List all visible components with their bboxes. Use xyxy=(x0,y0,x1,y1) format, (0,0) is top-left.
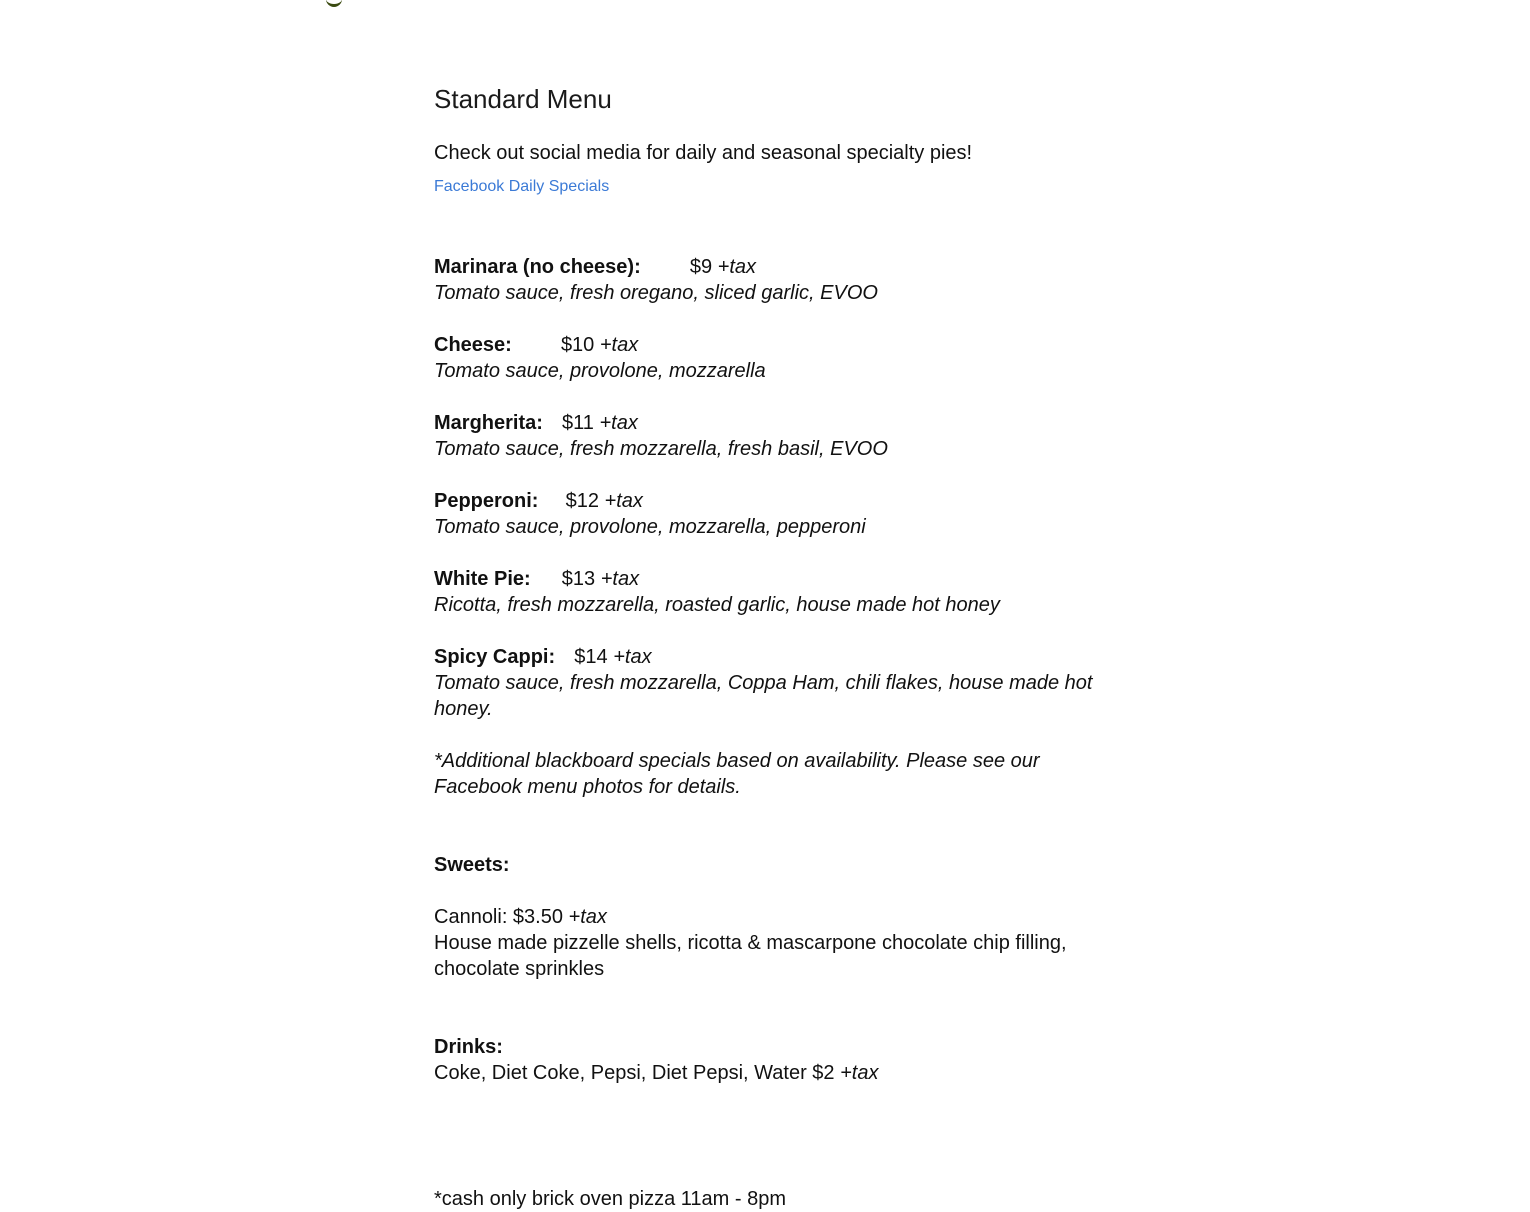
drinks-title: Drinks: xyxy=(434,1036,503,1058)
menu-item-spicy-cappi xyxy=(434,644,1104,722)
item-name: White Pie: xyxy=(434,568,531,590)
item-price: $10 xyxy=(560,334,595,356)
item-description: Tomato sauce, provolone, mozzarella, pepperoni xyxy=(434,516,866,538)
drinks-list: Coke, Diet Coke, Pepsi, Diet Pepsi, Water $2 xyxy=(434,1062,835,1084)
item-price: $12 xyxy=(565,490,599,512)
item-name: Pepperoni: xyxy=(434,490,539,512)
menu-item-cheese xyxy=(434,332,1104,384)
item-description: Tomato sauce, fresh mozzarella, fresh basil, EVOO xyxy=(434,438,888,460)
item-tax: +tax xyxy=(613,646,652,668)
specials-note: *Additional blackboard specials based on availability. Please see our Facebook menu photos for details. xyxy=(434,750,1040,798)
item-price: $9 xyxy=(689,256,713,278)
menu-item-white-pie xyxy=(434,566,1104,618)
cannoli-item xyxy=(434,904,1104,930)
cannoli-tax: +tax xyxy=(568,906,607,928)
menu-item-marinara xyxy=(434,254,1104,306)
item-tax: +tax xyxy=(604,490,643,512)
item-description: Tomato sauce, provolone, mozzarella xyxy=(434,360,766,382)
item-price: $14 xyxy=(574,646,608,668)
item-description: Tomato sauce, fresh mozzarella, Coppa Ham, chili flakes, house made hot honey. xyxy=(434,672,1093,720)
drinks-tax: +tax xyxy=(840,1062,879,1084)
page-title: Standard Menu xyxy=(434,84,612,114)
item-tax: +tax xyxy=(599,334,639,356)
item-description: Tomato sauce, fresh oregano, sliced garlic, EVOO xyxy=(434,282,878,304)
menu-item-margherita xyxy=(434,410,1104,462)
item-name: Margherita: xyxy=(434,412,543,434)
sweets-title: Sweets: xyxy=(434,854,510,876)
footer-hours-text: *cash only brick oven pizza 11am - 8pm xyxy=(434,1188,787,1210)
item-price: $13 xyxy=(561,568,596,590)
item-price: $11 xyxy=(562,412,594,434)
facebook-specials-link[interactable]: Facebook Daily Specials xyxy=(434,178,610,195)
menu-item-pepperoni xyxy=(434,488,1104,540)
drinks-section xyxy=(434,1034,1104,1086)
cannoli-description: House made pizzelle shells, ricotta & mascarpone chocolate chip filling, chocolate sprinkles xyxy=(434,932,1067,980)
item-name: Cheese: xyxy=(434,334,512,356)
item-name: Spicy Cappi: xyxy=(434,646,556,668)
logo-fragment xyxy=(326,0,342,7)
drinks-item xyxy=(434,1060,1104,1086)
item-tax: +tax xyxy=(600,568,640,590)
item-tax: +tax xyxy=(717,256,757,278)
item-description: Ricotta, fresh mozzarella, roasted garlic, house made hot honey xyxy=(434,594,1000,616)
item-tax: +tax xyxy=(599,412,638,434)
cannoli-label: Cannoli: $3.50 xyxy=(434,906,563,928)
menu-content xyxy=(434,82,1104,1086)
intro-text: Check out social media for daily and seasonal specialty pies! xyxy=(434,142,973,164)
sweets-section xyxy=(434,852,1104,982)
item-name: Marinara (no cheese): xyxy=(434,256,641,278)
pizza-list xyxy=(434,254,1104,800)
